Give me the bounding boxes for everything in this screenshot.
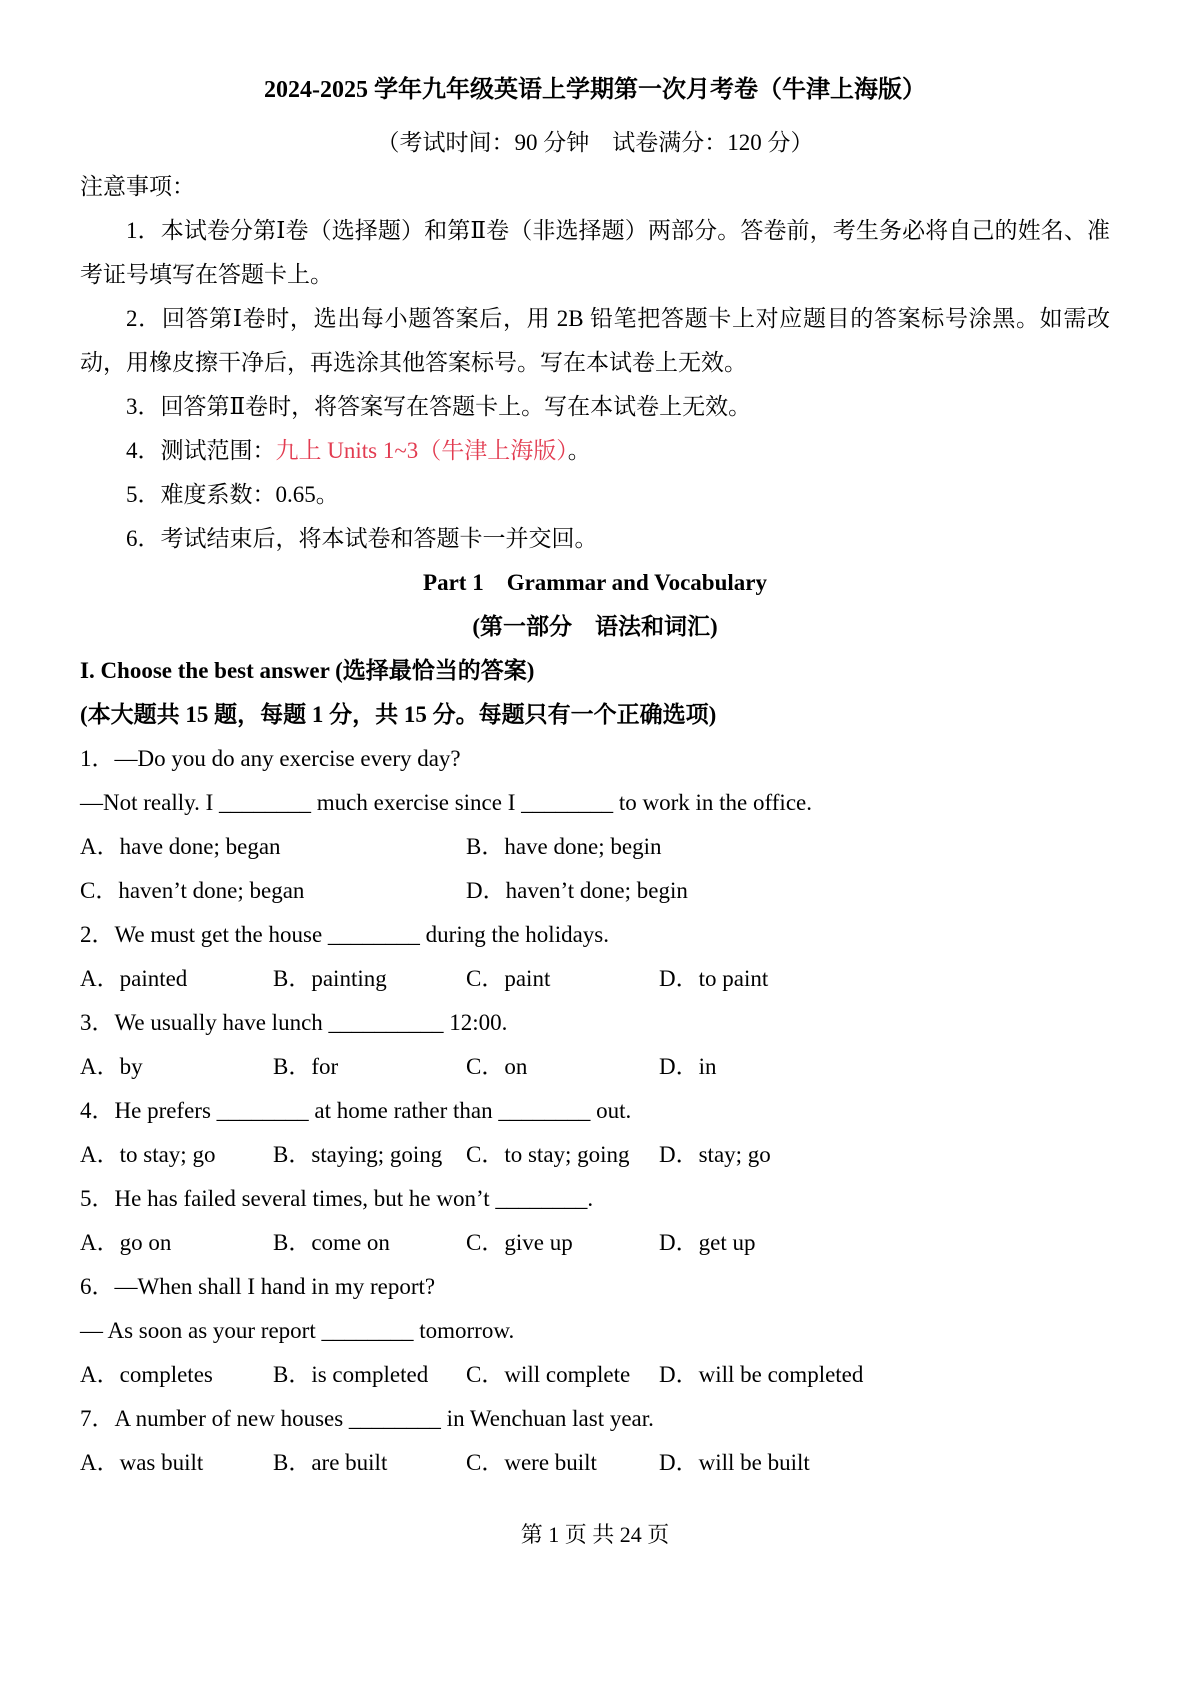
- options-row: [80, 825, 1110, 869]
- note-item: [80, 209, 1110, 297]
- note-item: [80, 385, 1110, 429]
- option-item: A．by: [80, 1054, 143, 1079]
- option-item: B．for: [273, 1054, 339, 1079]
- option-item: B．staying; going: [273, 1142, 443, 1167]
- option-item: C．on: [466, 1054, 528, 1079]
- part-heading-cn: (第一部分 语法和词汇): [472, 614, 718, 639]
- note-text: 3．回答第Ⅱ卷时，将答案写在答题卡上。写在本试卷上无效。: [126, 394, 752, 419]
- option-item: A．have done; began: [80, 834, 281, 859]
- options-row: [80, 1133, 1110, 1177]
- option-item: A．go on: [80, 1230, 172, 1255]
- question-text: 4．He prefers ________ at home rather than ________ out.: [80, 1098, 632, 1123]
- option-item: D．will be completed: [659, 1362, 864, 1387]
- question-text: 5．He has failed several times, but he won’t ________.: [80, 1186, 594, 1211]
- option-item: A．completes: [80, 1362, 213, 1387]
- note-item: [80, 429, 1110, 473]
- exam-title: 2024-2025 学年九年级英语上学期第一次月考卷（牛津上海版）: [264, 77, 926, 103]
- part-heading-en: Part 1 Grammar and Vocabulary: [423, 570, 767, 595]
- option-item: D．haven’t done; begin: [466, 878, 688, 903]
- option-item: D．in: [659, 1054, 717, 1079]
- note-text: 1．本试卷分第Ⅰ卷（选择题）和第Ⅱ卷（非选择题）两部分。答卷前，考生务必将自己的姓名、准考证号填写在答题卡上。: [80, 218, 1110, 287]
- notes-heading: 注意事项：: [80, 174, 195, 199]
- section-note: (本大题共 15 题，每题 1 分，共 15 分。每题只有一个正确选项): [80, 702, 717, 727]
- note-text: 5．难度系数：0.65。: [126, 482, 339, 507]
- option-item: D．stay; go: [659, 1142, 771, 1167]
- question-text: 7．A number of new houses ________ in Wenchuan last year.: [80, 1406, 654, 1431]
- option-item: D．get up: [659, 1230, 756, 1255]
- option-item: B．painting: [273, 966, 387, 991]
- option-item: D．to paint: [659, 966, 769, 991]
- question-text: 1．—Do you do any exercise every day?: [80, 746, 461, 771]
- options-row: [80, 1045, 1110, 1089]
- note-text: 4．测试范围：: [126, 438, 276, 463]
- question-text: 2．We must get the house ________ during the holidays.: [80, 922, 609, 947]
- option-item: D．will be built: [659, 1450, 810, 1475]
- section-heading: I. Choose the best answer (选择最恰当的答案): [80, 658, 535, 683]
- option-item: C．paint: [466, 966, 551, 991]
- note-highlight: 九上 Units 1~3（牛津上海版）: [275, 438, 568, 463]
- options-row: [80, 957, 1110, 1001]
- options-row: [80, 869, 1110, 913]
- option-item: A．to stay; go: [80, 1142, 216, 1167]
- option-item: B．are built: [273, 1450, 388, 1475]
- options-row: [80, 1353, 1110, 1397]
- option-item: C．give up: [466, 1230, 573, 1255]
- option-item: B．is completed: [273, 1362, 429, 1387]
- note-text: 6．考试结束后，将本试卷和答题卡一并交回。: [126, 526, 598, 551]
- note-item: [80, 517, 1110, 561]
- option-item: A．was built: [80, 1450, 204, 1475]
- option-item: B．have done; begin: [466, 834, 662, 859]
- options-row: [80, 1441, 1110, 1485]
- note-item: [80, 473, 1110, 517]
- question-text: 6．—When shall I hand in my report?: [80, 1274, 436, 1299]
- note-text: 2．回答第Ⅰ卷时，选出每小题答案后，用 2B 铅笔把答题卡上对应题目的答案标号涂黑。如需改动，用橡皮擦干净后，再选涂其他答案标号。写在本试卷上无效。: [80, 306, 1110, 375]
- question-text: 3．We usually have lunch __________ 12:00.: [80, 1010, 508, 1035]
- note-item: [80, 297, 1110, 385]
- questions-list: [80, 737, 1110, 1485]
- option-item: B．come on: [273, 1230, 390, 1255]
- notes-section: [80, 165, 1110, 561]
- notes-list: [80, 209, 1110, 561]
- note-text: 。: [567, 438, 591, 463]
- option-item: C．were built: [466, 1450, 597, 1475]
- option-item: A．painted: [80, 966, 188, 991]
- page-footer: 第 1 页 共 24 页: [520, 1522, 670, 1547]
- option-item: C．haven’t done; began: [80, 878, 305, 903]
- question-text: — As soon as your report ________ tomorrow.: [80, 1318, 515, 1343]
- option-item: C．will complete: [466, 1362, 631, 1387]
- options-row: [80, 1221, 1110, 1265]
- exam-info: （考试时间：90 分钟 试卷满分：120 分）: [376, 130, 814, 155]
- option-item: C．to stay; going: [466, 1142, 630, 1167]
- question-text: —Not really. I ________ much exercise since I ________ to work in the office.: [80, 790, 812, 815]
